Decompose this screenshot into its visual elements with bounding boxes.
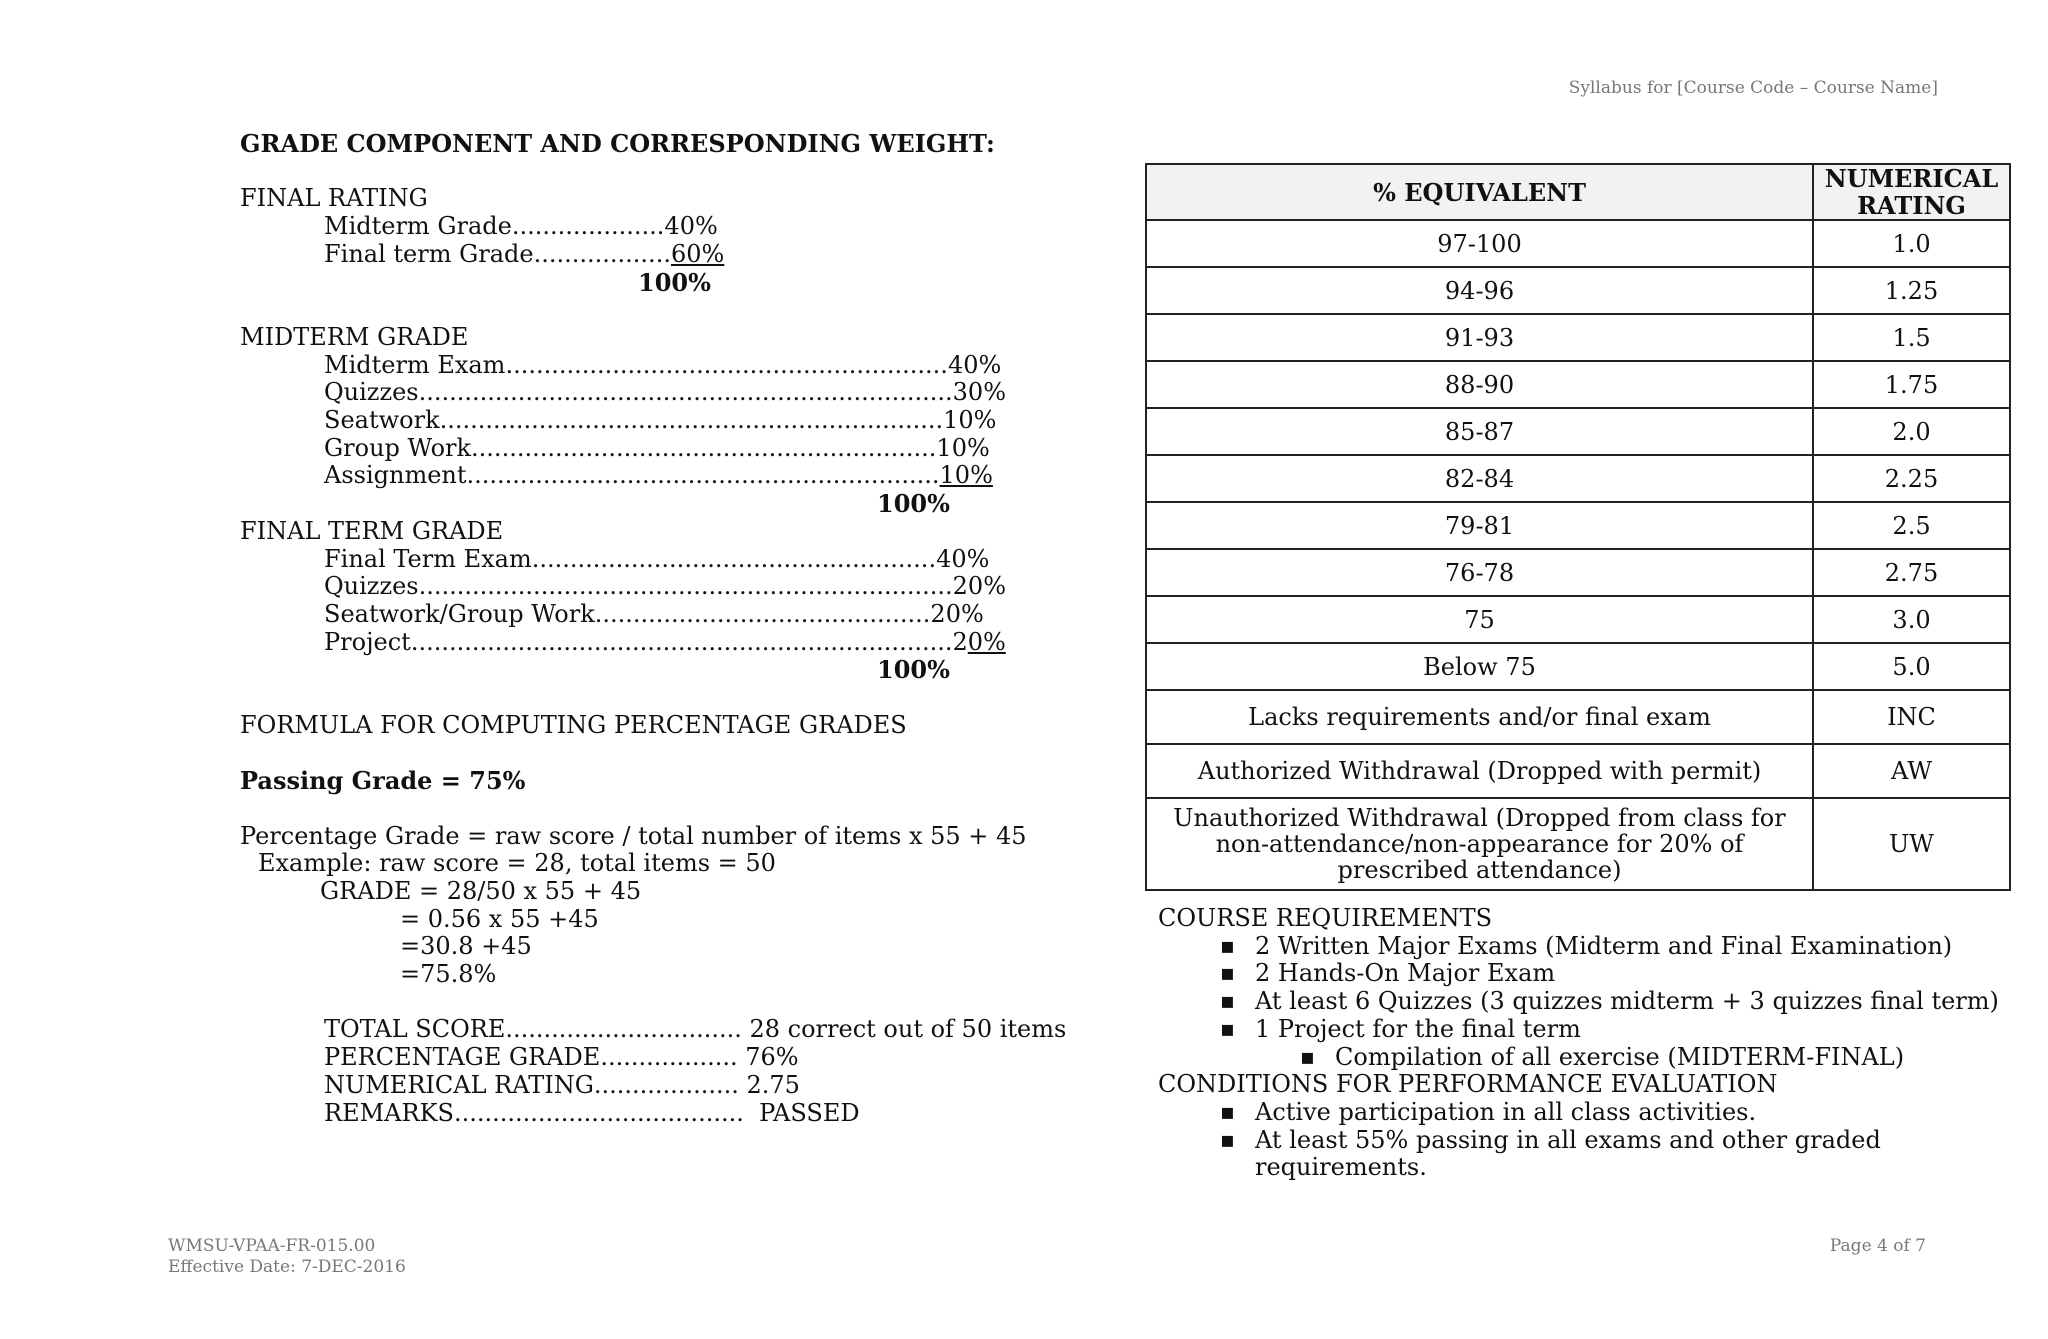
midterm-total: 100% xyxy=(877,489,950,519)
midterm-title: MIDTERM GRADE xyxy=(240,322,469,351)
table-header-row xyxy=(1146,164,2010,220)
table-row xyxy=(1146,596,2010,643)
cell-equivalent: 97-100 xyxy=(1146,220,1813,267)
table-row xyxy=(1146,744,2010,798)
cell-equivalent: 94-96 xyxy=(1146,267,1813,314)
midterm-item: Group Work ............................................................. 10% xyxy=(324,433,990,462)
midterm-item: Quizzes ...................................................................... 30% xyxy=(324,378,1006,407)
list-item: ▪ 2 Hands-On Major Exam xyxy=(1158,960,2018,988)
midterm-item: Assignment .............................................................. 10% xyxy=(324,461,993,490)
final-rating-item: Midterm Grade .................... 40% xyxy=(324,212,718,241)
table-row xyxy=(1146,455,2010,502)
cell-rating: 1.75 xyxy=(1813,361,2010,408)
formula-line: Percentage Grade = raw score / total number of items x 55 + 45 xyxy=(240,821,1027,850)
finalterm-item: Quizzes ...................................................................... 20% xyxy=(324,572,1006,601)
formula-step: = 0.56 x 55 +45 xyxy=(400,904,599,933)
summary-item: REMARKS ...................................... PASSED xyxy=(324,1098,860,1127)
table-row xyxy=(1146,220,2010,267)
cell-rating: AW xyxy=(1813,744,2010,798)
table-row xyxy=(1146,798,2010,890)
cell-equivalent: 79-81 xyxy=(1146,502,1813,549)
table-row xyxy=(1146,408,2010,455)
cell-equivalent: 82-84 xyxy=(1146,455,1813,502)
final-rating-item: Final term Grade .................. 60% xyxy=(324,239,725,268)
cell-rating: INC xyxy=(1813,690,2010,744)
conditions-title: CONDITIONS FOR PERFORMANCE EVALUATION xyxy=(1158,1070,1778,1099)
page-header: Syllabus for [Course Code – Course Name] xyxy=(1568,78,1938,98)
list-item: ▪ 2 Written Major Exams (Midterm and Final Examination) xyxy=(1158,933,2018,961)
list-item: ▪ Active participation in all class activities. xyxy=(1158,1099,2018,1127)
effective-date: Effective Date: 7-DEC-2016 xyxy=(168,1257,406,1277)
cell-rating: 1.5 xyxy=(1813,314,2010,361)
cell-equivalent: Below 75 xyxy=(1146,643,1813,690)
table-row xyxy=(1146,643,2010,690)
list-item: ▪ 1 Project for the final term xyxy=(1158,1016,2018,1044)
grading-table-wrap xyxy=(1145,163,2011,891)
formula-step: =30.8 +45 xyxy=(400,932,532,961)
formula-step: =75.8% xyxy=(400,960,497,989)
cell-equivalent: 75 xyxy=(1146,596,1813,643)
final-rating-title: FINAL RATING xyxy=(240,184,428,213)
summary-item: PERCENTAGE GRADE .................. 76% xyxy=(324,1043,799,1072)
table-row xyxy=(1146,267,2010,314)
table-row xyxy=(1146,361,2010,408)
col-header-rating: NUMERICAL RATING xyxy=(1813,164,2010,220)
requirements-title: COURSE REQUIREMENTS xyxy=(1158,904,1493,932)
finalterm-item: Final Term Exam ..................................................... 40% xyxy=(324,544,990,573)
cell-equivalent: 85-87 xyxy=(1146,408,1813,455)
table-row xyxy=(1146,549,2010,596)
summary-item: NUMERICAL RATING ................... 2.75 xyxy=(324,1070,800,1099)
cell-rating: 2.0 xyxy=(1813,408,2010,455)
formula-grade-line: GRADE = 28/50 x 55 + 45 xyxy=(320,876,642,905)
cell-equivalent: 91-93 xyxy=(1146,314,1813,361)
list-item: ▪ At least 55% passing in all exams and other graded requirements. xyxy=(1158,1127,2018,1182)
cell-equivalent: Unauthorized Withdrawal (Dropped from class for non-attendance/non-appearance for 20% of prescribed attendance) xyxy=(1146,798,1813,890)
formula-example: Example: raw score = 28, total items = 50 xyxy=(258,849,776,878)
list-sub-item: ▪ Compilation of all exercise (MIDTERM-FINAL) xyxy=(1158,1044,2018,1072)
table-row xyxy=(1146,314,2010,361)
table-row xyxy=(1146,502,2010,549)
cell-rating: 2.5 xyxy=(1813,502,2010,549)
table-row xyxy=(1146,690,2010,744)
section-heading: GRADE COMPONENT AND CORRESPONDING WEIGHT: xyxy=(240,129,995,158)
cell-rating: 3.0 xyxy=(1813,596,2010,643)
table-body xyxy=(1146,220,2010,890)
page-number: Page 4 of 7 xyxy=(1829,1236,1926,1256)
cell-equivalent: Authorized Withdrawal (Dropped with permit) xyxy=(1146,744,1813,798)
cell-rating: 2.75 xyxy=(1813,549,2010,596)
grading-table xyxy=(1145,163,2011,891)
cell-rating: 5.0 xyxy=(1813,643,2010,690)
midterm-item: Midterm Exam .......................................................... 40% xyxy=(324,350,1002,379)
finalterm-item: Seatwork/Group Work ............................................ 20% xyxy=(324,599,984,628)
finalterm-total: 100% xyxy=(877,655,950,685)
cell-equivalent: 76-78 xyxy=(1146,549,1813,596)
formula-heading: FORMULA FOR COMPUTING PERCENTAGE GRADES xyxy=(240,710,907,739)
midterm-item: Seatwork .................................................................. 10% xyxy=(324,406,997,434)
final-rating-total: 100% xyxy=(638,267,711,297)
finalterm-title: FINAL TERM GRADE xyxy=(240,516,504,545)
footer-left xyxy=(168,1236,406,1278)
summary-item: TOTAL SCORE ............................... 28 correct out of 50 items xyxy=(324,1015,1067,1044)
list-item: ▪ At least 6 Quizzes (3 quizzes midterm + 3 quizzes final term) xyxy=(1158,988,2018,1016)
grade-component-section xyxy=(240,129,1067,1127)
finalterm-item: Project ....................................................................... 2 0% xyxy=(324,627,1006,656)
passing-grade: Passing Grade = 75% xyxy=(240,766,526,796)
cell-rating: 1.0 xyxy=(1813,220,2010,267)
col-header-equivalent: % EQUIVALENT xyxy=(1146,164,1813,220)
cell-rating: UW xyxy=(1813,798,2010,890)
form-code: WMSU-VPAA-FR-015.00 xyxy=(168,1236,376,1256)
course-requirements-section xyxy=(1158,905,2018,1182)
cell-equivalent: Lacks requirements and/or final exam xyxy=(1146,690,1813,744)
cell-equivalent: 88-90 xyxy=(1146,361,1813,408)
cell-rating: 1.25 xyxy=(1813,267,2010,314)
cell-rating: 2.25 xyxy=(1813,455,2010,502)
